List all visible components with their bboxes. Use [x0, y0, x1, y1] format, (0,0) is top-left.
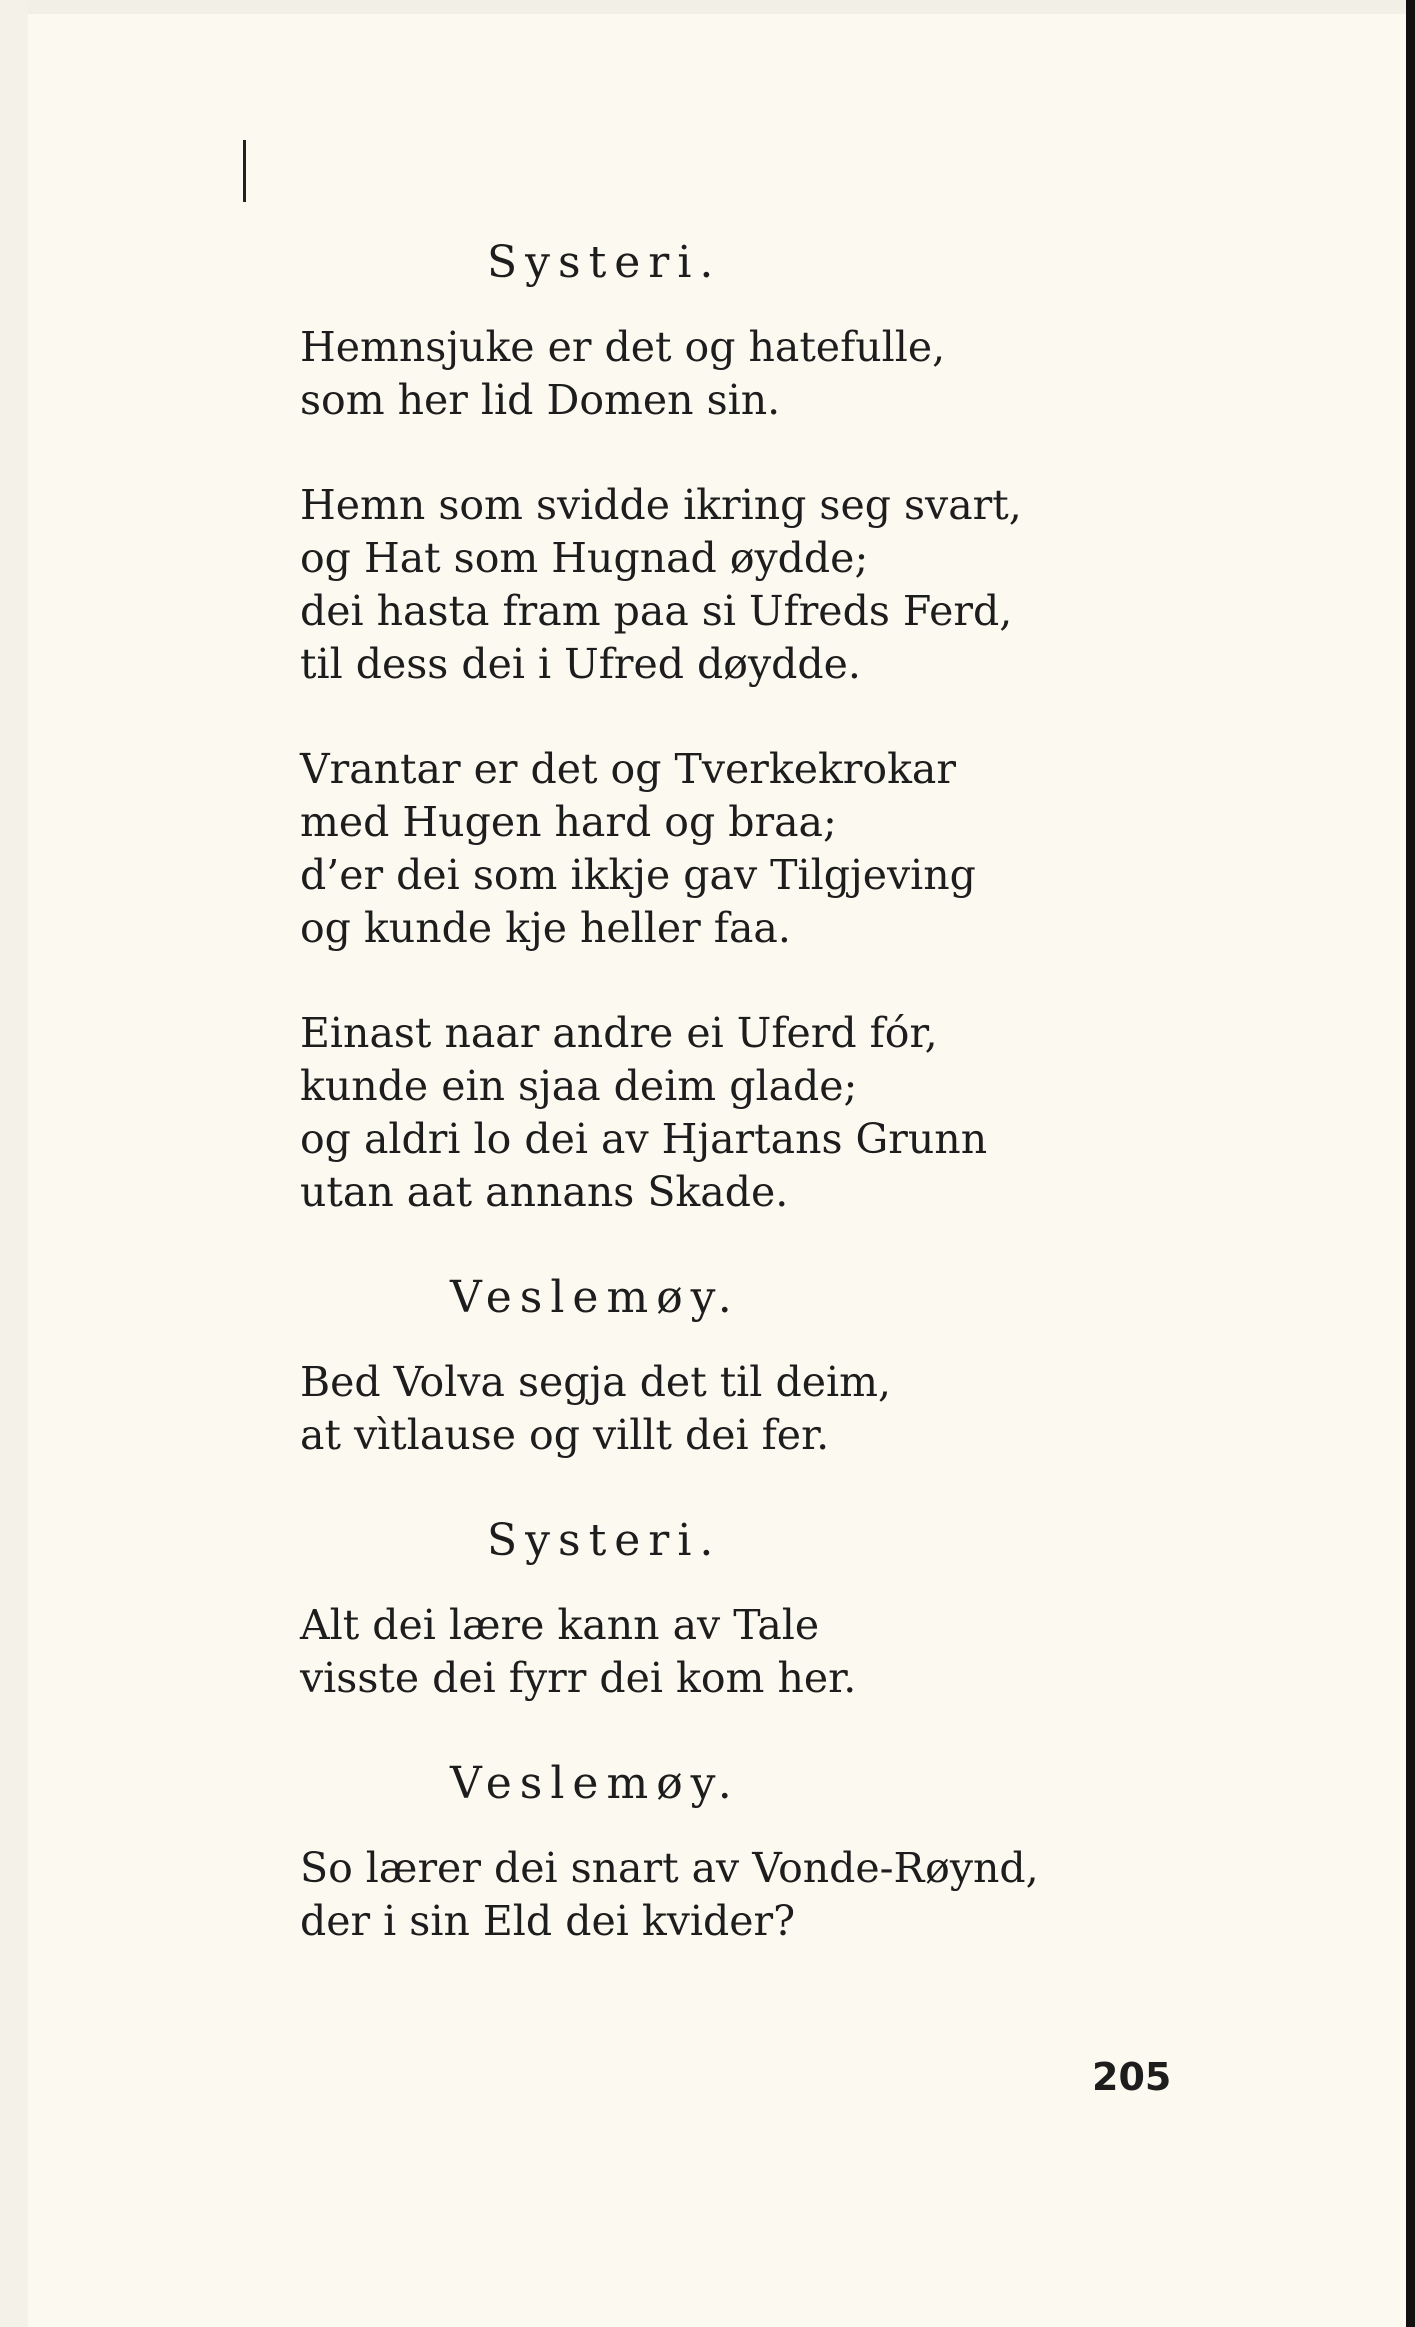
- verse-line: Bed Volva segja det til deim,: [300, 1358, 891, 1406]
- verse-line: Vrantar er det og Tverkekrokar: [300, 745, 956, 793]
- verse-line: som her lid Domen sin.: [300, 376, 781, 424]
- page-edge-left: [0, 0, 28, 2327]
- page-edge-right: [1406, 0, 1415, 2327]
- verse-line: der i sin Eld dei kvider?: [300, 1897, 796, 1945]
- speaker-heading: Systeri.: [487, 237, 722, 288]
- verse-line: dei hasta fram paa si Ufreds Ferd,: [300, 587, 1013, 635]
- speaker-heading: Veslemøy.: [450, 1272, 740, 1323]
- verse-line: og Hat som Hugnad øydde;: [300, 534, 869, 582]
- verse-line: Einast naar andre ei Uferd fór,: [300, 1009, 938, 1057]
- verse-line: kunde ein sjaa deim glade;: [300, 1062, 858, 1110]
- verse-line: og kunde kje heller faa.: [300, 904, 791, 952]
- verse-line: utan aat annans Skade.: [300, 1168, 789, 1216]
- page-number: 205: [1092, 2055, 1172, 2099]
- verse-line: d’er dei som ikkje gav Tilgjeving: [300, 851, 976, 899]
- verse-line: og aldri lo dei av Hjartans Grunn: [300, 1115, 988, 1163]
- verse-line: Hemnsjuke er det og hatefulle,: [300, 323, 946, 371]
- margin-mark: [243, 140, 246, 202]
- verse-line: So lærer dei snart av Vonde-Røynd,: [300, 1844, 1039, 1892]
- page-edge-top: [0, 0, 1415, 14]
- speaker-heading: Veslemøy.: [450, 1758, 740, 1809]
- poem-text: [300, 236, 1220, 1948]
- verse-line: Hemn som svidde ikring seg svart,: [300, 481, 1022, 529]
- verse-line: Alt dei lære kann av Tale: [300, 1601, 820, 1649]
- verse-line: til dess dei i Ufred døydde.: [300, 640, 861, 688]
- verse-line: med Hugen hard og braa;: [300, 798, 837, 846]
- verse-line: at vìtlause og villt dei fer.: [300, 1411, 830, 1459]
- verse-line: visste dei fyrr dei kom her.: [300, 1654, 857, 1702]
- speaker-heading: Systeri.: [487, 1515, 722, 1566]
